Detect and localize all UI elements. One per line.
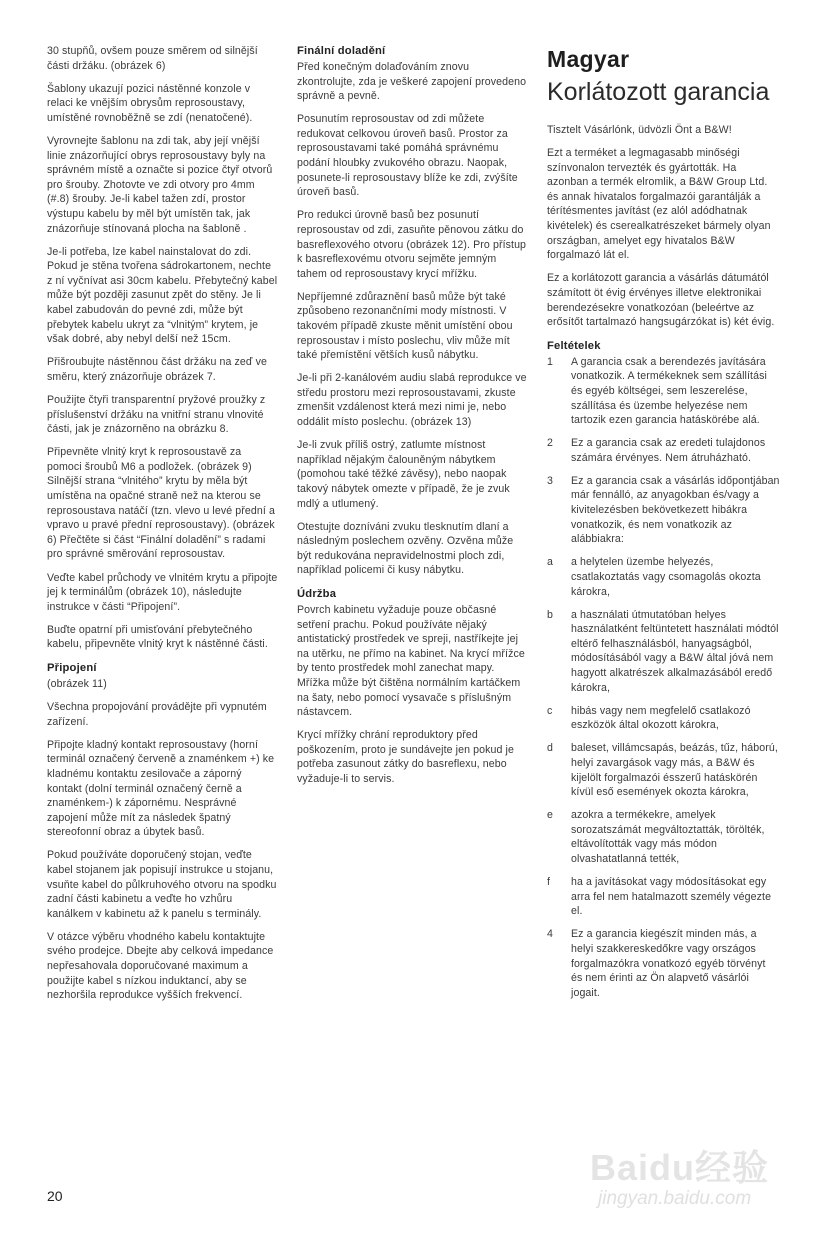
- list-item: [547, 355, 780, 428]
- list-marker: b: [547, 608, 553, 621]
- paragraph: Je-li zvuk příliš ostrý, zatlumte místnost například nějakým čalouněným nábytkem (pomohou také těžké závěsy), nebo naopak takový nábytek omezte v případě, že je zvuk mdlý a utlumený.: [297, 439, 510, 510]
- watermark-url: jingyan.baidu.com: [598, 1188, 752, 1209]
- list-item: [547, 474, 780, 547]
- page-title: Korlátozott garancia: [547, 78, 770, 106]
- paragraph: Přišroubujte nástěnnou část držáku na zeď ve směru, který znázorňuje obrázek 7.: [47, 356, 267, 383]
- paragraph: Vyrovnejte šablonu na zdi tak, aby její vnější linie znázorňující obrys reprosoustavy byly na správném místě a označte si pozice čtyř otvorů pro šrouby. Zhotovte ve zdi otvory pro 4mm (#.8) šrouby. Je-li kabel tažen zdí, prostor výstupu kabelu by měl být umístěn tak, jak znázorňuje stínovaná plocha na šabloně .: [47, 134, 273, 235]
- paragraph: Všechna propojování provádějte při vypnutém zařízení.: [47, 701, 267, 728]
- figure-reference: (obrázek 11): [47, 677, 107, 690]
- paragraph: Šablony ukazují pozici nástěnné konzole v relaci ke vnějším obrysům reprosoustavy, umístěné rovnoběžně se zdí (nenatočené).: [47, 82, 253, 124]
- list-item: [547, 436, 780, 465]
- paragraph: Povrch kabinetu vyžaduje pouze občasné setření prachu. Pokud používáte nějaký antistatický prostředek ve spreji, nastříkejte jej na utěrku, ne přímo na kabinet. Na krycí mřížce by tento prostředek mohl zanechat mapy. Mřížka může být čištěna normálním kartáčkem na šaty, nebo pomocí vysavače s příslušným nástavcem.: [297, 604, 525, 719]
- list-item: [547, 704, 780, 733]
- list-item: [547, 927, 780, 1000]
- section-heading-maintenance: Údržba: [297, 588, 337, 600]
- paragraph: Připojte kladný kontakt reprosoustavy (horní terminál označený červeně a znaménkem +) ke kladnému kontaktu zesilovače a záporný kontakt (dolní terminál označený černě a znaménkem-) k zápornému. Nesprávné zapojení může mít za následek špatný stereofonní obraz a úbytek basů.: [47, 738, 275, 839]
- list-marker: 3: [547, 474, 553, 487]
- paragraph: Buďte opatrní při umisťování přebytečného kabelu, připevněte vlnitý kryt k nástěnné části.: [47, 623, 268, 651]
- paragraph: 30 stupňů, ovšem pouze směrem od silnější části držáku. (obrázek 6): [47, 45, 258, 72]
- column-middle: [297, 44, 529, 795]
- list-item-text: baleset, villámcsapás, beázás, tűz, háború, helyi zavargások vagy más, a B&W és kijelölt forgalmazói ésszerű hatáskörén kívül eső események okozta károkra,: [571, 742, 778, 799]
- paragraph: Ezt a terméket a legmagasabb minőségi színvonalon tervezték és gyártották. Ha azonban a termék elromlik, a B&W Group Ltd. és annak hivatalos forgalmazói garantálják a térítésmentes javítást (ez alól adódhatnak kivételek) és cserealkatrészeket bármely olyan országban, amelyet egy hivatalos B&W forgalmazó lát el.: [547, 147, 771, 262]
- section-heading-conditions: Feltételek: [547, 339, 601, 352]
- list-item-text: A garancia csak a berendezés javítására vonatkozik. A termékeknek sem szállítási és egyéb költségei, sem leszerelése, szállítása és üzembe helyezése nem tartozik ezen garancia hatáskörébe alá.: [571, 355, 767, 427]
- list-marker: 2: [547, 437, 553, 450]
- column-left: [47, 44, 279, 1011]
- paragraph: Použijte čtyři transparentní pryžové proužky z příslušenství držáku na vnitřní stranu vlnovité části, jak je znázorněno na obrázku 8.: [47, 393, 266, 436]
- list-item: [547, 741, 780, 799]
- paragraph: Je-li při 2-kanálovém audiu slabá reprodukce ve středu prostoru mezi reprosoustavami, zkuste zmenšit vzdálenost která mezi nimi je, nebo oddálit místo poslechu. (obrázek 13): [297, 372, 527, 429]
- list-item-text: Ez a garancia csak a vásárlás időpontjában már fennálló, az anyagokban és/vagy a kivitelezésben bekövetkezett hibákra vonatkozik, és nem vonatkozik az alábbiakra:: [571, 474, 780, 546]
- paragraph: V otázce výběru vhodného kabelu kontaktujte svého prodejce. Dbejte aby celková impedance nepřesahovala doporučované maximum a použijte kabel s nízkou induktancí, aby se nezhoršila reprodukce vyšších frekvencí.: [47, 930, 274, 1002]
- paragraph: Nepříjemné zdůraznění basů může být také způsobeno rezonančními mody místnosti. V takovém případě zkuste měnit umístění obou reprosoustav i místo poslechu, vliv může mít také přemístění větších kusů nábytku.: [297, 290, 513, 362]
- paragraph: Pokud používáte doporučený stojan, veďte kabel stojanem jak popisují instrukce u stojanu, vsuňte kabel do půlkruhového otvoru na spodku zadní části kabinetu a veďte ho vzhůru kanálkem v kabinetu až k panelu s terminály.: [47, 849, 277, 920]
- list-item-text: azokra a termékekre, amelyek sorozatszámát megváltoztatták, törölték, eltávolították vagy más módon olvashatatlanná tették,: [571, 809, 765, 866]
- list-marker: e: [547, 809, 553, 822]
- paragraph: Otestujte dozníváni zvuku tlesknutím dlaní a následným poslechem ozvěny. Ozvěna může být redukována nepravidelnostmi ploch zdi, například policemi či kusy nábytku.: [297, 520, 514, 577]
- list-item-text: hibás vagy nem megfelelő csatlakozó eszközök által okozott károkra,: [571, 704, 751, 732]
- paragraph: Připevněte vlnitý kryt k reprosoustavě za pomoci šroubů M6 a podložek. (obrázek 9) Silnější strana “vlnitého” krytu by měla být umístěna na opačné straně než na kterou se reprosoustava natáčí (tzn. vlevo u levé přední a vpravo u pravé přední reprosoustavy). (obrázek 6) Přečtěte si část “Finální doladění” s radami pro správné směrování reprosoustav.: [47, 446, 275, 561]
- watermark-logo: Baidu经验: [590, 1147, 770, 1188]
- list-item: [547, 875, 780, 919]
- paragraph: Posunutím reprosoustav od zdi můžete redukovat celkovou úroveň basů. Prostor za reprosoustavami také pomáhá správnému podání hloubky zvukového obrazu. Naopak, posunete-li reprosoustavy blíže ke zdi, zvýšíte úroveň basů.: [297, 113, 518, 199]
- list-item-text: a helytelen üzembe helyezés, csatlakoztatás vagy csomagolás okozta károkra,: [571, 556, 761, 598]
- list-item: [547, 555, 780, 599]
- list-item: [547, 608, 780, 696]
- section-heading-final-tuning: Finální doladění: [297, 45, 386, 57]
- paragraph: Pro redukci úrovně basů bez posunutí reprosoustav od zdi, zasuňte pěnovou zátku do basreflexového otvoru (obrázek 12). Pro přístup k basreflexovému otvoru sejměte jemným tahem od reprosoustavy krycí mřížku.: [297, 209, 527, 280]
- column-right: [547, 44, 780, 1009]
- list-marker: f: [547, 876, 551, 889]
- list-item: [547, 808, 780, 866]
- list-item-text: ha a javításokat vagy módosításokat egy arra fel nem hatalmazott személy végezte el.: [571, 876, 772, 918]
- section-heading-connection: Připojení: [47, 661, 97, 674]
- list-marker: c: [547, 704, 553, 717]
- paragraph: Krycí mřížky chrání reproduktory před poškozením, proto je sundávejte jen pokud je potřeba zasunout zátky do basreflexu, nebo vyžaduje-li to servis.: [297, 729, 514, 786]
- paragraph: Veďte kabel průchody ve vlnitém krytu a připojte jej k terminálům (obrázek 10), následujte instrukce v části “Připojení”.: [47, 571, 278, 613]
- paragraph: Je-li potřeba, lze kabel nainstalovat do zdi. Pokud je stěna tvořena sádrokartonem, nechte z ní vyčnívat asi 30cm kabelu. Přebytečný kabel může být později zasunut zpět do stěny. Je li kabel zabudován do pevné zdi, může být přebytek kabelu ukryt za “vlnitým” krytem, je však dobré, aby nebyl delší než 15cm.: [47, 245, 278, 346]
- paragraph: Ez a korlátozott garancia a vásárlás dátumától számított öt évig érvényes illetve elektronikai berendezésekre vonatkozóan (beleértve az erősítőt tartalmazó hangsugárzókat is) két évig.: [547, 272, 775, 329]
- paragraph: Před konečným dolaďováním znovu zkontrolujte, zda je veškeré zapojení provedeno správně a pevně.: [297, 61, 527, 103]
- page-number: 20: [47, 1188, 63, 1204]
- list-marker: d: [547, 742, 553, 755]
- list-item-text: Ez a garancia kiegészít minden más, a helyi szakkereskedőkre vagy országos forgalmazókra vonatkozó egyéb törvényt és nem érinti az Ön alapvető vásárlói jogait.: [571, 928, 766, 999]
- language-heading: Magyar: [547, 46, 630, 72]
- paragraph: Tisztelt Vásárlónk, üdvözli Önt a B&W!: [547, 124, 732, 136]
- list-item-text: a használati útmutatóban helyes használatként feltüntetett használati módtól eltérő felhasználásból, hanyagságból, módosításából vagy a B&W által jóvá nem hagyott alkatrészek alkalmazásából eredő károkra,: [571, 608, 779, 694]
- list-item-text: Ez a garancia csak az eredeti tulajdonos számára érvényes. Nem átruházható.: [571, 437, 766, 464]
- list-marker: 1: [547, 355, 553, 368]
- list-marker: a: [547, 556, 553, 569]
- list-marker: 4: [547, 928, 553, 941]
